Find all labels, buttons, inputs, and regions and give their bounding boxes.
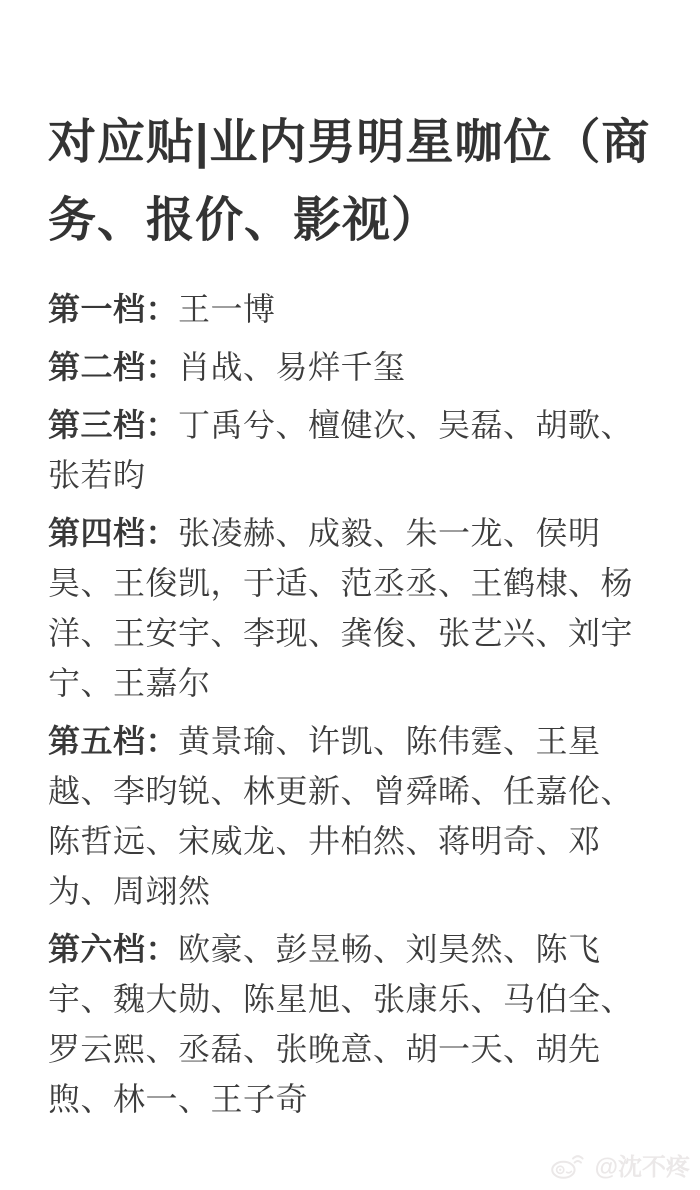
post-title: 对应贴|业内男明星咖位（商务、报价、影视） xyxy=(48,116,651,247)
tier-5-names: 黄景瑜、许凯、陈伟霆、王星越、李昀锐、林更新、曾舜晞、任嘉伦、陈哲远、宋威龙、井柏然、蒋明奇、邓为、周翊然 xyxy=(48,722,634,909)
watermark-handle: @沈不疼 xyxy=(594,1154,690,1181)
tier-list xyxy=(48,284,654,1124)
tier-2-label: 第二档： xyxy=(48,348,179,385)
tier-1-label: 第一档： xyxy=(48,290,179,327)
tier-row-3 xyxy=(48,400,654,500)
tier-4-label: 第四档： xyxy=(48,514,179,551)
tier-row-6 xyxy=(48,924,654,1124)
tier-row-5 xyxy=(48,716,654,916)
tier-2-names: 肖战、易烊千玺 xyxy=(178,348,406,385)
weibo-logo-icon xyxy=(549,1149,589,1181)
tier-3-label: 第三档： xyxy=(48,406,179,443)
tier-6-label: 第六档： xyxy=(48,930,179,967)
tier-1-names: 王一博 xyxy=(178,290,276,327)
tier-4-names: 张凌赫、成毅、朱一龙、侯明昊、王俊凯，于适、范丞丞、王鹤棣、杨洋、王安宇、李现、龚俊、张艺兴、刘宇宁、王嘉尔 xyxy=(48,514,634,701)
watermark xyxy=(549,1147,690,1182)
tier-row-2 xyxy=(48,342,654,392)
tier-5-label: 第五档： xyxy=(48,722,179,759)
tier-row-1 xyxy=(48,284,654,334)
tier-row-4 xyxy=(48,508,654,708)
tier-3-names: 丁禹兮、檀健次、吴磊、胡歌、张若昀 xyxy=(48,406,634,493)
tier-6-names: 欧豪、彭昱畅、刘昊然、陈飞宇、魏大勋、陈星旭、张康乐、马伯全、罗云熙、丞磊、张晚意、胡一天、胡先煦、林一、王子奇 xyxy=(48,930,634,1117)
